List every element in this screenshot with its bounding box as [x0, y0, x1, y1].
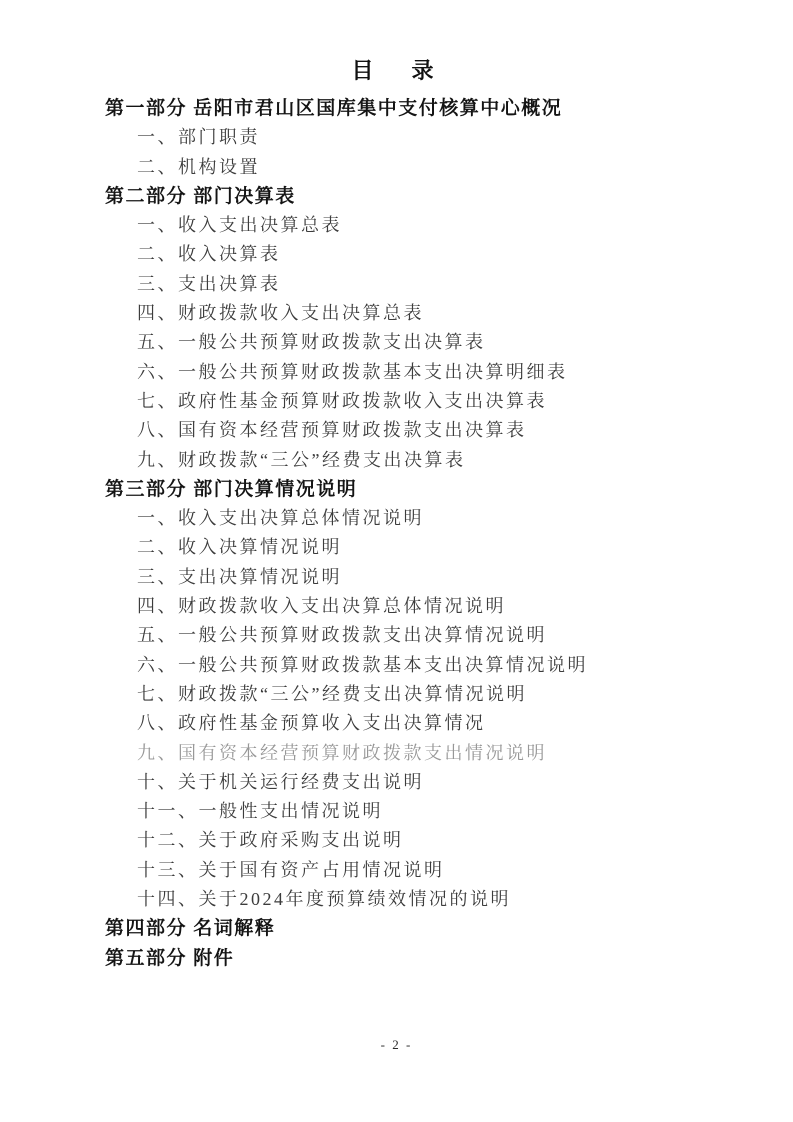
toc-item: 八、政府性基金预算收入支出决算情况: [137, 713, 486, 734]
toc-section-heading: 第一部分 岳阳市君山区国库集中支付核算中心概况: [105, 98, 563, 119]
toc-section-heading: 第五部分 附件: [105, 947, 235, 969]
toc-item: 十一、一般性支出情况说明: [137, 801, 383, 822]
toc-item: 七、政府性基金预算财政拨款收入支出决算表: [137, 390, 547, 411]
toc-item: 十、关于机关运行经费支出说明: [137, 771, 424, 792]
toc-item: 九、财政拨款“三公”经费支出决算表: [137, 449, 466, 470]
page-number: - 2 -: [380, 1037, 413, 1052]
toc-item: 一、部门职责: [137, 127, 260, 148]
toc-item: 五、一般公共预算财政拨款支出决算表: [137, 332, 486, 353]
toc-item: 三、支出决算情况说明: [137, 566, 342, 587]
toc-list: [0, 94, 793, 973]
toc-item: 九、国有资本经营预算财政拨款支出情况说明: [137, 742, 547, 763]
toc-item: 四、财政拨款收入支出决算总表: [137, 303, 424, 324]
toc-item: 十二、关于政府采购支出说明: [137, 830, 404, 851]
toc-item: 八、国有资本经营预算财政拨款支出决算表: [137, 420, 527, 441]
toc-item: 六、一般公共预算财政拨款基本支出决算情况说明: [137, 654, 588, 675]
toc-item: 六、一般公共预算财政拨款基本支出决算明细表: [137, 361, 568, 382]
toc-item: 五、一般公共预算财政拨款支出决算情况说明: [137, 625, 547, 646]
toc-title: 目 录: [351, 58, 442, 83]
toc-section-heading: 第三部分 部门决算情况说明: [105, 478, 358, 500]
toc-item: 二、收入决算情况说明: [137, 537, 342, 558]
toc-item: 一、收入支出决算总体情况说明: [137, 508, 424, 529]
page-footer: [0, 1036, 793, 1054]
toc-item: 四、财政拨款收入支出决算总体情况说明: [137, 596, 506, 617]
toc-item: 七、财政拨款“三公”经费支出决算情况说明: [137, 683, 527, 704]
toc-item: 十四、关于2024年度预算绩效情况的说明: [137, 889, 511, 910]
toc-item: 二、机构设置: [137, 156, 260, 177]
toc-section-heading: 第二部分 部门决算表: [105, 185, 296, 207]
toc-section-heading: 第四部分 名词解释: [105, 918, 276, 940]
toc-item: 十三、关于国有资产占用情况说明: [137, 859, 445, 880]
toc-item: 三、支出决算表: [137, 273, 281, 294]
toc-item: 一、收入支出决算总表: [137, 215, 342, 236]
toc-item: 二、收入决算表: [137, 244, 281, 265]
